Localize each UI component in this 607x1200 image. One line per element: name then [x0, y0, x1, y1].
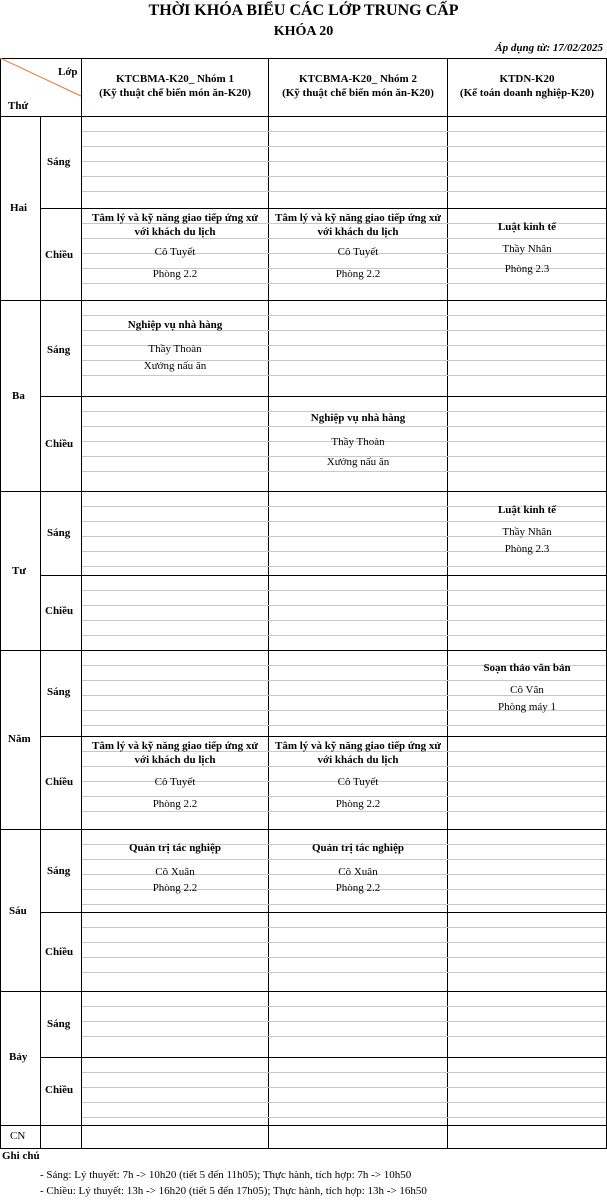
class-cell: Luật kinh tế Thầy Nhân Phòng 2.3 — [497, 504, 557, 555]
day-label: Thứ — [8, 100, 29, 112]
page-subtitle: KHÓA 20 — [273, 24, 334, 39]
gridline — [82, 1036, 606, 1037]
gridline — [82, 283, 606, 284]
class-cell: Tâm lý và kỹ năng giao tiếp ứng xử với khách du lịch Cô Tuyết Phòng 2.2 — [274, 212, 441, 280]
applied-date: Áp dụng từ: 17/02/2025 — [495, 42, 603, 54]
class-cell: Quản trị tác nghiệp Cô Xuân Phòng 2.2 — [312, 842, 404, 894]
class-cell: Tâm lý và kỹ năng giao tiếp ứng xử với khách du lịch Cô Tuyết Phòng 2.2 — [91, 212, 258, 280]
gridline — [82, 176, 606, 177]
gridline — [82, 635, 606, 636]
day-sau: Sáu — [9, 905, 27, 917]
gridline — [82, 315, 606, 316]
gridline — [82, 146, 606, 147]
gridline — [82, 620, 606, 621]
class-cell: Luật kinh tế Thầy Nhân Phòng 2.3 — [497, 221, 557, 275]
session-hai-chieu: Chiều — [45, 249, 74, 261]
gridline — [82, 1006, 606, 1007]
day-bay: Bảy — [9, 1051, 28, 1063]
notes-label: Ghi chú — [2, 1150, 40, 1162]
gridline — [82, 1087, 606, 1088]
day-ba: Ba — [12, 390, 25, 402]
gridline — [82, 471, 606, 472]
gridline — [82, 942, 606, 943]
class-header-3: KTDN-K20 (Kế toán doanh nghiệp-K20) — [459, 73, 595, 99]
gridline — [82, 161, 606, 162]
day-nam: Năm — [8, 733, 31, 745]
gridline — [82, 811, 606, 812]
gridline — [82, 1102, 606, 1103]
gridline — [82, 927, 606, 928]
class-header-2: KTCBMA-K20_ Nhóm 2 (Kỹ thuật chế biến món ăn-K20) — [282, 73, 434, 99]
session-nam-chieu: Chiều — [45, 776, 74, 788]
session-sau-sang: Sáng — [47, 865, 71, 877]
gridline — [82, 566, 606, 567]
gridline — [82, 1072, 606, 1073]
gridline — [82, 191, 606, 192]
class-cell: Tâm lý và kỹ năng giao tiếp ứng xử với khách du lịch Cô Tuyết Phòng 2.2 — [274, 740, 441, 810]
session-hai-sang: Sáng — [47, 156, 71, 168]
session-bay-sang: Sáng — [47, 1018, 71, 1030]
class-cell: Soạn thảo văn bản Cô Vân Phòng máy 1 — [483, 662, 571, 713]
gridline — [82, 375, 606, 376]
session-tu-chieu: Chiều — [45, 605, 74, 617]
class-label: Lớp — [58, 66, 78, 78]
session-nam-sang: Sáng — [47, 686, 71, 698]
class-cell: Nghiệp vụ nhà hàng Thầy Thoàn Xưởng nấu ăn — [127, 319, 223, 372]
gridline — [82, 605, 606, 606]
gridline — [82, 957, 606, 958]
class-cell: Nghiệp vụ nhà hàng Thầy Thoàn Xưởng nấu ăn — [310, 412, 406, 468]
session-bay-chieu: Chiều — [45, 1084, 74, 1096]
gridline — [82, 972, 606, 973]
day-hai: Hai — [10, 202, 28, 214]
day-tu: Tư — [12, 565, 26, 577]
gridline — [82, 725, 606, 726]
class-cell: Quản trị tác nghiệp Cô Xuân Phòng 2.2 — [129, 842, 221, 894]
page-title: THỜI KHÓA BIỂU CÁC LỚP TRUNG CẤP — [148, 2, 459, 19]
gridline — [82, 1021, 606, 1022]
session-tu-sang: Sáng — [47, 527, 71, 539]
session-ba-chieu: Chiều — [45, 438, 74, 450]
notes-afternoon: - Chiều: Lý thuyết: 13h -> 16h20 (tiết 5 đến 17h05); Thực hành, tích hợp: 13h -> 16h50 — [40, 1185, 427, 1197]
gridline — [82, 590, 606, 591]
notes-morning: - Sáng: Lý thuyết: 7h -> 10h20 (tiết 5 đến 11h05); Thực hành, tích hợp: 7h -> 10h50 — [40, 1169, 412, 1181]
class-header-1: KTCBMA-K20_ Nhóm 1 (Kỹ thuật chế biến món ăn-K20) — [99, 73, 251, 99]
session-sau-chieu: Chiều — [45, 946, 74, 958]
day-cn: CN — [10, 1130, 26, 1142]
class-cell: Tâm lý và kỹ năng giao tiếp ứng xử với khách du lịch Cô Tuyết Phòng 2.2 — [91, 740, 258, 810]
gridline — [82, 904, 606, 905]
session-ba-sang: Sáng — [47, 344, 71, 356]
gridline — [82, 131, 606, 132]
gridline — [82, 1117, 606, 1118]
